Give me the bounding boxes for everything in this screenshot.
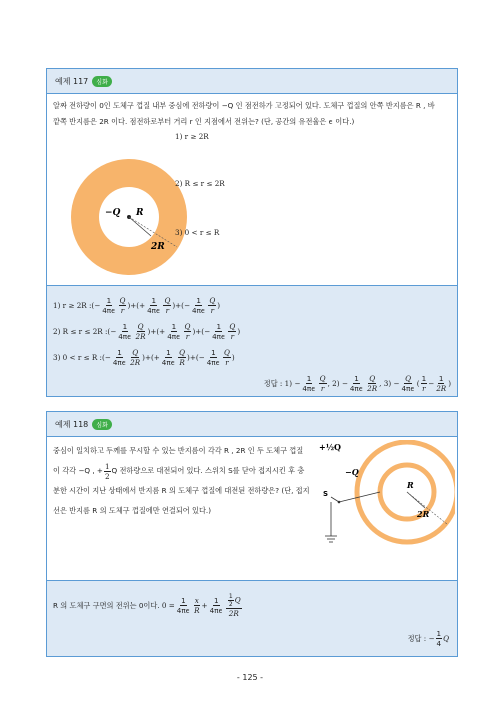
example-117-header [47,69,457,94]
charge-label: −Q [105,208,121,218]
switch-label: S [323,490,329,498]
question-line: 알짜 전하량이 0인 도체구 껍질 내부 중심에 전하량이 −Q 인 점전하가 고정되어 있다. 도체구 껍질의 안쪽 반지름은 R , 바 [53,101,435,110]
example-118-question [47,437,334,521]
outer-shell [357,442,455,542]
answer-118: 정답 : − $\frac{1}{4}$ Q [407,629,449,648]
outer-radius-label: 2R [151,242,165,252]
answer-117: 정답 : 1) − $\frac{1}{4\pi\epsilon}$ $\frac{Q}{r}$ , 2) − $\frac{1}{4\pi\epsilon}$ $\frac{Q}{2R}$ , 3) − $\frac{Q}{4\pi\epsilon}$ ( $\frac{1}{r}$ − $\frac{1}{2R}$ ) [263,374,451,393]
question-line: 중심이 일치하고 두께를 무시할 수 있는 반지름이 각각 R , 2R 인 두 도체구 껍질 [53,446,304,455]
inner-charge-label: −Q [345,467,359,477]
outer-charge-label: +½Q [319,442,342,452]
example-117-box [46,68,458,397]
shell-figure [59,145,209,295]
difficulty-badge: 심화 [92,76,112,87]
solution-line-2: 2) R ≤ r ≤ 2R : (− $\frac{1}{4\pi\epsilon}$ $\frac{Q}{2R}$ )+(+ $\frac{1}{4\pi\epsilon}$ $\frac{Q}{r}$ )+(− $\frac{1}{4\pi\epsilon}$ $\frac{Q}{r}$ ) [53,322,241,341]
difficulty-badge: 심화 [92,419,112,430]
solution-line-3: 3) 0 < r ≤ R : (− $\frac{1}{4\pi\epsilon}$ $\frac{Q}{2R}$ )+(+ $\frac{1}{4\pi\epsilon}$ $\frac{Q}{R}$ )+(− $\frac{1}{4\pi\epsilon}$ $\frac{Q}{r}$ ) [53,348,235,367]
page-number: - 125 - [236,673,264,682]
example-118-title: 예제 118 [55,419,89,429]
question-line: 분한 시간이 지난 상태에서 반지름 R 의 도체구 껍질에 대전된 전하량은? (단, 접지 [53,486,310,495]
question-line: 선은 반지름 R 의 도체구 껍질에만 연결되어 있다.) [53,506,211,515]
outer-radius-label: 2R [417,509,430,519]
solution-line-1: 1) r ≥ 2R : (− $\frac{1}{4\pi\epsilon}$ $\frac{Q}{r}$ )+(+ $\frac{1}{4\pi\epsilon}$ $\frac{Q}{r}$ )+(− $\frac{1}{4\pi\epsilon}$ $\frac{Q}{r}$ ) [53,296,221,315]
example-117-question [47,94,457,130]
switch-blade [331,497,339,502]
example-118-solution [47,580,457,656]
option-1: 1) r ≥ 2R [175,132,209,141]
example-118-box [46,411,458,657]
solution-line: R 의 도체구 구면의 전위는 0이다. 0 = $\frac{1}{4\pi\epsilon}$ $\frac{x}{R}$ + $\frac{1}{4\pi\epsilon}$ $\frac{1}{2}$ Q 2R [53,593,241,618]
example-118-header [47,412,457,437]
option-2: 2) R ≤ r ≤ 2R [175,179,225,188]
question-line: 깥쪽 반지름은 2R 이다. 점전하로부터 거리 r 인 지점에서 전위는? (단, 공간의 유전율은 ϵ 이다.) [53,117,355,126]
question-line: 이 각각 −Q , + $\frac{1}{2}$ Q 전하량으로 대전되어 있다. 스위치 S를 닫아 접지시킨 후 충 [53,461,305,481]
switch-pivot [338,501,341,504]
inner-radius-label: R [136,208,144,218]
option-3: 3) 0 < r ≤ R [175,228,220,237]
two-shell-figure [315,440,455,576]
inner-radius-label: R [407,480,414,490]
example-117-solution [47,285,457,396]
example-117-title: 예제 117 [55,76,89,86]
